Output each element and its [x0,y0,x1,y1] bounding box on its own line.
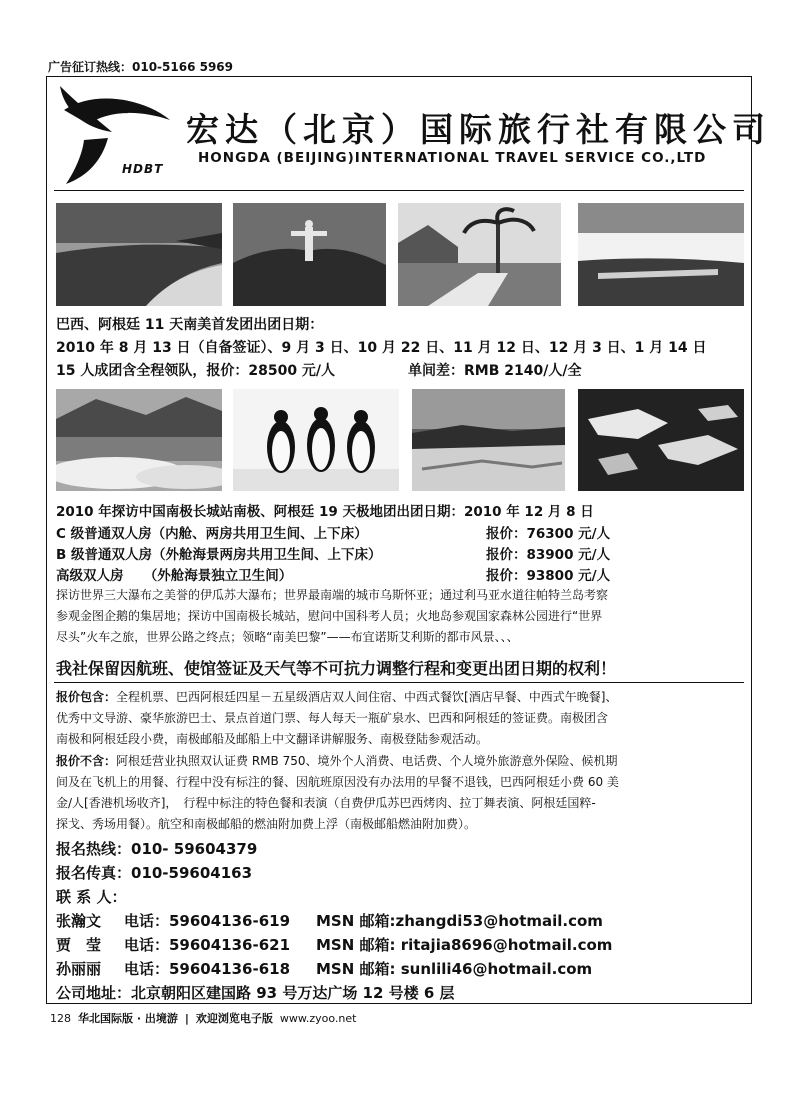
room-b-name: B 级普通双人房（外舱海景两房共用卫生间、上下床） [56,547,382,563]
contact-msn: MSN 邮箱: ritajia8696@hotmail.com [316,936,613,954]
company-name-en: HONGDA (BEIJING)INTERNATIONAL TRAVEL SERVICE CO.,LTD [198,150,707,166]
company-name-cn: 宏达（北京）国际旅行社有限公司 [186,110,771,149]
rights-notice: 我社保留因航班、使馆签证及天气等不可抗力调整行程和变更出团日期的权利！ [56,659,617,678]
tour1-dates: 2010 年 8 月 13 日（自备签证）、9 月 3 日、10 月 22 日、11 月 12 日、12 月 3 日、1 月 14 日 [56,340,707,356]
room-superior-name: 高级双人房 （外舱海景独立卫生间） [56,568,293,584]
header-divider [54,190,744,191]
included-label: 报价包含： [56,690,117,704]
contact-phone: 电话：59604136-619 [124,912,291,930]
contact-name: 张瀚文 [56,912,102,930]
tour2-desc-line: 参观金图企鹅的集居地；探访中国南极长城站，慰问中国科考人员；火地岛参观国家森林公园进行“世界 [56,609,603,623]
footer-url[interactable]: www.zyoo.net [279,1012,357,1025]
room-c-price: 报价：76300 元/人 [486,526,611,542]
excluded-line [56,752,617,769]
ad-hotline: 广告征订热线：010-5166 5969 [48,60,234,74]
page-footer [50,1010,356,1026]
contact-name: 贾 莹 [56,936,102,954]
signup-hotline: 报名热线：010- 59604379 [56,840,258,858]
page-number: 128 [50,1012,71,1025]
contact-phone: 电话：59604136-618 [124,960,291,978]
excluded-line: 间及在飞机上的用餐、行程中没有标注的餐、因航班原因没有办法用的早餐不退钱，巴西阿根廷小费 60 美 [56,775,619,789]
included-text: 全程机票、巴西阿根廷四星－五星级酒店双人间住宿、中西式餐饮[酒店早餐、中西式午晚餐]、 [116,690,618,704]
excluded-line: 金/人[香港机场收齐]， 行程中标注的特色餐和表演（自费伊瓜苏巴西烤肉、拉丁舞表演、阿根廷国粹- [56,796,596,810]
photo-christ-redeemer [233,203,386,306]
tour1-title: 巴西、阿根廷 11 天南美首发团出团日期： [56,317,324,333]
company-address: 公司地址：北京朝阳区建国路 93 号万达广场 12 号楼 6 层 [56,984,455,1002]
photo-penguins [233,389,399,491]
tour1-price: 15 人成团含全程领队，报价：28500 元/人 [56,363,336,379]
contact-msn: MSN 邮箱:zhangdi53@hotmail.com [316,912,603,930]
photo-icebergs [578,389,744,491]
contact-phone: 电话：59604136-621 [124,936,291,954]
room-c-name: C 级普通双人房（内舱、两房共用卫生间、上下床） [56,526,368,542]
contacts-label: 联 系 人： [56,888,127,906]
photo-patagonia-lake [56,389,222,491]
included-line: 优秀中文导游、豪华旅游巴士、景点首道门票、每人每天一瓶矿泉水、巴西和阿根廷的签证费。南极团含 [56,711,609,725]
contact-msn: MSN 邮箱: sunlili46@hotmail.com [316,960,593,978]
photo-palm-resort [398,203,561,306]
footer-separator: | [184,1012,189,1025]
excluded-text: 阿根廷营业执照双认证费 RMB 750、境外个人消费、电话费、个人境外旅游意外保险、候机期 [116,754,618,768]
footer-tagline: 欢迎浏览电子版 [195,1012,273,1025]
room-b-price: 报价：83900 元/人 [486,547,611,563]
photo-rio-beach [56,203,222,306]
tour2-title: 2010 年探访中国南极长城站南极、阿根廷 19 天极地团出团日期：2010 年 12 月 8 日 [56,504,594,520]
tour2-desc-line: 尽头”火车之旅，世界公路之终点；领略“南美巴黎”——布宜诺斯艾利斯的都市风景、、、 [56,630,519,644]
signup-fax: 报名传真：010-59604163 [56,864,253,882]
room-superior-price: 报价：93800 元/人 [486,568,611,584]
contact-name: 孙丽丽 [56,960,102,978]
publication-name: 华北国际版 · 出境游 [78,1012,178,1025]
rights-divider [54,682,744,683]
excluded-line: 探戈、秀场用餐）。航空和南极邮船的燃油附加费上浮（南极邮船燃油附加费）。 [56,817,477,831]
tour1-single-supplement: 单间差：RMB 2140/人/全 [408,363,582,379]
photo-iguazu-falls [578,203,744,306]
included-line: 南极和阿根廷段小费，南极邮船及邮船上中文翻译讲解服务、南极登陆参观活动。 [56,732,489,746]
included-line [56,688,617,705]
logo-text: HDBT [122,162,164,176]
tour2-desc-line: 探访世界三大瀑布之美誉的伊瓜苏大瀑布；世界最南端的城市乌斯怀亚；通过利马亚水道往帕特兰岛考察 [56,588,609,602]
photo-antarctic-coast [412,389,565,491]
excluded-label: 报价不含： [56,754,117,768]
